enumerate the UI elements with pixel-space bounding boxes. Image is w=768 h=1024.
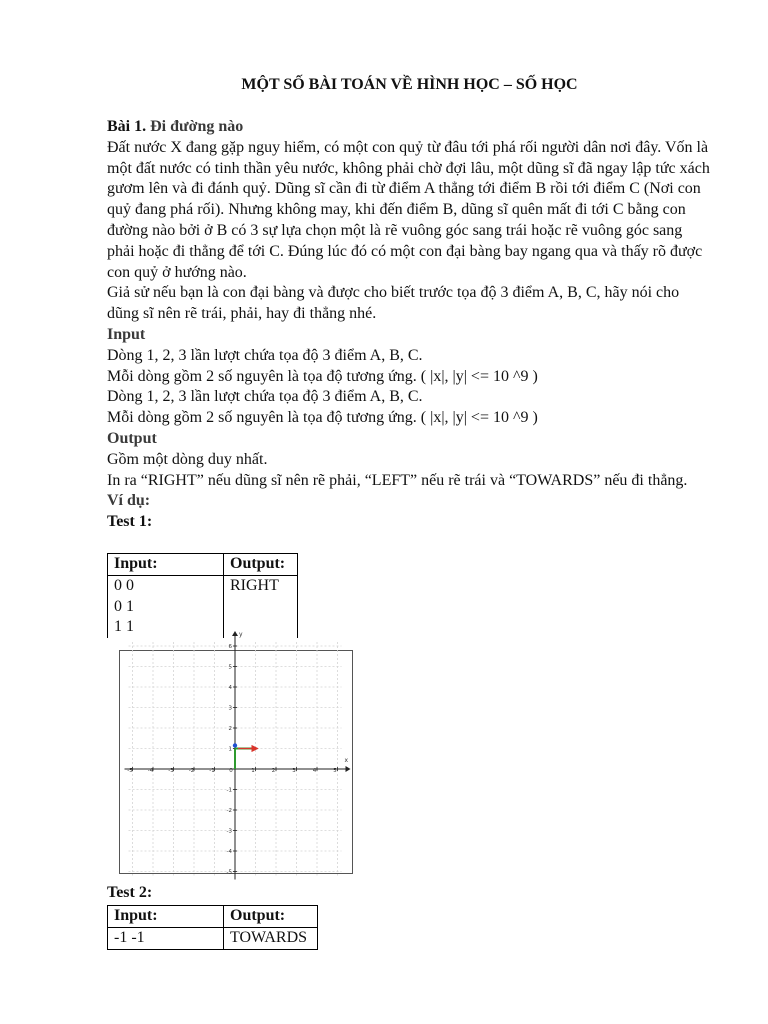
y-tick-label: -2	[226, 808, 232, 814]
test1-input-line: 0 0	[114, 576, 134, 594]
x-tick-label: 0	[229, 768, 233, 774]
y-tick-label: 5	[228, 664, 232, 671]
table-row	[108, 906, 318, 928]
x-axis-arrow-icon	[346, 766, 351, 772]
problem-label: Bài 1.	[107, 118, 147, 135]
y-axis-label: y	[239, 631, 243, 638]
table-row	[108, 554, 298, 576]
test1-input-header: Input:	[108, 554, 224, 576]
table-row	[108, 927, 318, 949]
x-tick-label: -5	[127, 768, 133, 774]
y-tick-label: -4	[226, 849, 232, 855]
input-line: Mỗi dòng gồm 2 số nguyên là tọa độ tương ứng. ( |x|, |y| <= 10 ^9 )	[107, 409, 538, 427]
y-tick-label: 2	[228, 726, 232, 732]
test1-input-cell	[108, 575, 224, 638]
test1-output-cell: RIGHT	[224, 575, 298, 638]
x-tick-label: 4	[312, 768, 317, 774]
test1-label: Test 1:	[107, 513, 153, 531]
input-line: Dòng 1, 2, 3 lần lượt chứa tọa độ 3 điểm A, B, C.	[107, 388, 423, 406]
x-tick-label: -4	[147, 768, 154, 774]
test1-table	[107, 553, 298, 638]
y-tick-label: 3	[228, 705, 232, 712]
coordinate-graph	[119, 631, 353, 876]
y-tick-label: -1	[226, 787, 232, 794]
table-row	[108, 575, 298, 638]
test2-table	[107, 905, 318, 950]
y-tick-label: -3	[226, 828, 232, 835]
x-axis-label: x	[344, 757, 349, 764]
y-tick-label: 4	[228, 685, 232, 691]
input-heading: Input	[107, 325, 146, 343]
test1-input-line: 0 1	[114, 597, 134, 615]
problem-question: Giả sử nếu bạn là con đại bàng và được cho biết trước tọa độ 3 điểm A, B, C, hãy nói cho dũng sĩ nên rẽ trái, phải, hay đi thẳng nhé.	[107, 284, 680, 323]
test2-input-header: Input:	[108, 906, 224, 928]
test2-label: Test 2:	[107, 884, 153, 901]
examples-heading: Ví dụ:	[107, 492, 151, 510]
y-tick-label: 1	[228, 746, 232, 753]
x-tick-label: -1	[209, 768, 215, 774]
test2-input-cell: -1 -1	[108, 927, 224, 949]
y-tick-label: 6	[228, 644, 232, 650]
input-line: Dòng 1, 2, 3 lần lượt chứa tọa độ 3 điểm A, B, C.	[107, 346, 423, 364]
problem-name: Đi đường nào	[150, 118, 244, 135]
output-line: In ra “RIGHT” nếu dũng sĩ nên rẽ phải, “LEFT” nếu rẽ trái và “TOWARDS” nếu đi thẳng.	[107, 471, 688, 489]
y-tick-label: -5	[226, 869, 232, 876]
problem-body	[107, 117, 712, 533]
x-tick-label: -3	[168, 768, 174, 774]
x-tick-label: 1	[251, 768, 255, 774]
test1-output-header: Output:	[224, 554, 298, 576]
x-tick-label: 5	[333, 768, 337, 774]
page-title: MỘT SỐ BÀI TOÁN VỀ HÌNH HỌC – SỐ HỌC	[241, 76, 578, 93]
test2-output-header: Output:	[224, 906, 318, 928]
graph-canvas	[120, 631, 352, 876]
output-heading: Output	[107, 429, 157, 447]
x-tick-label: -2	[188, 768, 195, 774]
test1-input-line: 1 1	[114, 618, 134, 636]
problem-statement: Đất nước X đang gặp nguy hiểm, có một con quỷ từ đâu tới phá rối người dân nơi đây. Vốn là một đất nước có tinh thần yêu nước, không phải chờ đợi lâu, một dũng sĩ đã ngay lập tức xách gươm lên và đi đánh quỷ. Dũng sĩ cần đi từ điểm A thẳng tới điểm B rồi tới điểm C (Nơi con quỷ đang phá rối). Nhưng không may, khi đến điểm B, dũng sĩ quên mất đi tới C bằng con đường nào bởi ở B có 3 sự lựa chọn một là rẽ vuông góc sang trái hoặc rẽ vuông góc sang phải hoặc đi thẳng để tới C. Đúng lúc đó có một con đại bàng bay ngang qua và thấy rõ được con quỷ ở hướng nào.	[107, 138, 710, 281]
output-line: Gồm một dòng duy nhất.	[107, 450, 268, 468]
test2-output-cell: TOWARDS	[224, 927, 318, 949]
problem-heading	[107, 117, 712, 138]
x-tick-label: 3	[292, 768, 296, 774]
input-line: Mỗi dòng gồm 2 số nguyên là tọa độ tương ứng. ( |x|, |y| <= 10 ^9 )	[107, 367, 538, 385]
point-b	[233, 743, 237, 747]
x-tick-label: 2	[271, 768, 276, 774]
